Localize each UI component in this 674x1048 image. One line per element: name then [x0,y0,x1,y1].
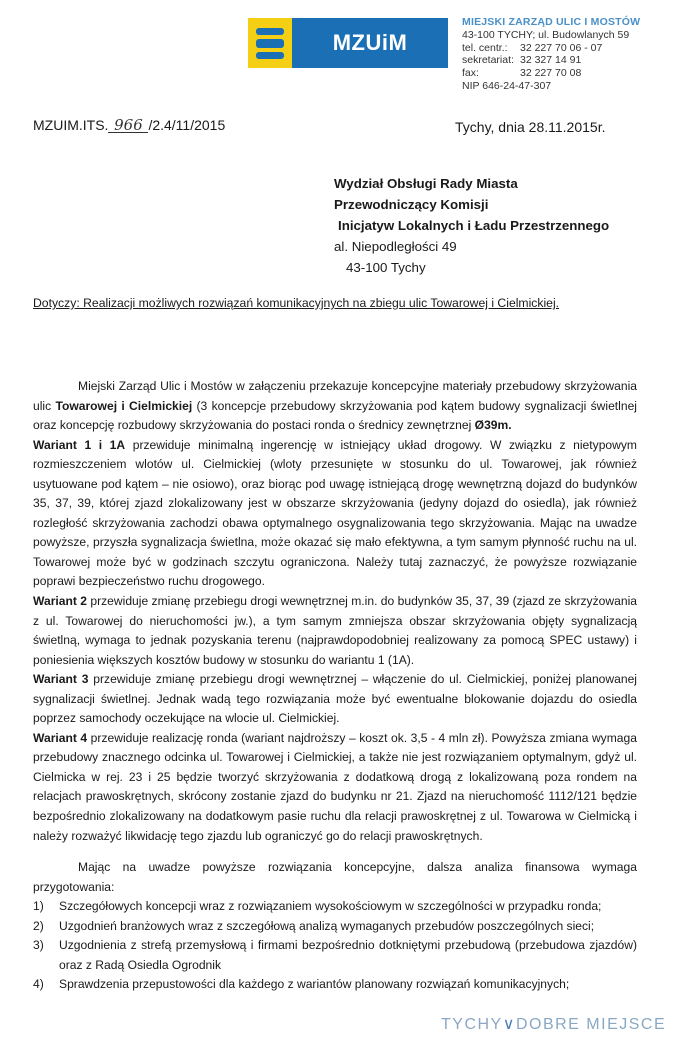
subject-line: Dotyczy: Realizacji możliwych rozwiązań komunikacyjnych na zbiegu ulic Towarowej i Cielmickiej. [33,296,560,310]
letter-date: Tychy, dnia 28.11.2015r. [455,119,606,135]
letterhead-address: 43-100 TYCHY; ul. Budowlanych 59 [462,28,630,41]
mzuim-logo [248,18,448,68]
footer-slogan: TYCHY∨DOBRE MIEJSCE [441,1016,667,1033]
letterhead [462,16,640,93]
contact-row: fax: 32 227 70 08 [462,67,582,80]
recipient-address: Wydział Obsługi Rady Miasta Przewodniczący Komisji Inicjatyw Lokalnych i Ładu Przestrzennego al. Niepodległości 49 43-100 Tychy [334,176,610,275]
letter-body [33,377,637,995]
closing-intro: Mając na uwadze powyższe rozwiązania koncepcyjne, dalsza analiza finansowa wymaga przygotowania: [33,860,637,894]
requirements-list [33,897,637,995]
intro-paragraph: Miejski Zarząd Ulic i Mostów w załączeniu przekazuje koncepcyjne materiały przebudowy skrzyżowania ulic Towarowej i Cielmickiej (3 koncepcje przebudowy skrzyżowania pod kątem budowy sygnalizacji świetlnej oraz koncepcję rozbudowy skrzyżowania do postaci ronda o średnicy zewnętrznej Ø39m. [33,379,637,433]
letterhead-org: MIEJSKI ZARZĄD ULIC I MOSTÓW [462,16,641,28]
v-mark-icon: ∨ [502,1016,516,1033]
list-item: 1) Szczegółowych koncepcji wraz z rozwiązaniem wysokościowym w szczególności w przypadku ronda; [33,899,602,914]
letterhead-nip: NIP 646-24-47-307 [462,79,552,92]
reference-number: MZUIM.ITS. 966 /2.4/11/2015 [33,116,226,134]
handwritten-number: 966 [108,118,148,133]
logo-text: MZUiM [292,18,448,68]
variant-paragraph: Wariant 3 przewiduje zmianę przebiegu drogi wewnętrznej – włączenie do ul. Cielmickiej, poniżej planowanej sygnalizacji świetlnej. Jednak wadą tego rozwiązania może być ewentualne blokowanie dojazdu do osiedla poprzez samochody oczekujące na wlocie ul. Cielmickiej. [33,672,637,726]
list-item: 4) Sprawdzenia przepustowości dla każdego z wariantów planowany rozwiązań komunikacyjnych; [33,977,570,992]
contact-row: tel. centr.: 32 227 70 06 - 07 [462,41,603,54]
variant-paragraph: Wariant 2 przewiduje zmianę przebiegu drogi wewnętrznej m.in. do budynków 35, 37, 39 (zjazd ze skrzyżowania z ul. Towarowej do nieruchomości jw.), a tym samym zmniejsza obszar skrzyżowania objęty sygnalizacją świetlną, wymaga to jednak pozyskania terenu (najprawdopodobniej realizowany za pomocą SPEC ustawy) i poniesienia większych kosztów budowy w stosunku do wariantu 1 (1A). [33,594,637,667]
contact-row: sekretariat: 32 327 14 91 [462,54,582,67]
variant-paragraph: Wariant 4 przewiduje realizację ronda (wariant najdroższy – koszt ok. 3,5 - 4 mln zł). Powyższa zmiana wymaga przebudowy znacznego odcinka ul. Towarowej i Cielmickiej, a także nie jest rozwiązaniem optymalnym, gdyż ul. Cielmicka w rej. 23 i 25 będzie tworzyć skrzyżowania z dodatkową drogą z lokalizowaną poza rondem na relacjach prawoskrętnych, skrócony zostanie zjazd do budynku nr 21. Zjazd na nieruchomość 1112/121 będzie bezpośrednio zlokalizowany na dodatkowym pasie ruchu dla relacji prawoskrętnej z ul. Towarowa w Cielmicką i należy rozważyć likwidację tego zjazdu lub ograniczyć go do relacji prawoskrętnych. [33,730,637,843]
variant-paragraph: Wariant 1 i 1A przewiduje minimalną ingerencję w istniejący układ drogowy. W związku z nietypowym rozmieszczeniem wlotów ul. Cielmickiej (wloty przesunięte w stosunku do ul. Towarowej, jak również usytuowane pod kątem – nie osiowo), oraz biorąc pod uwagę istniejącą drogę wewnętrzną dojazd do budynków 35, 37, 39, której zjazd zlokalizowany jest w obszarze skrzyżowania (jedyny dojazd do osiedla), jak również rozległość skrzyżowania zachodzi obawa optymalnego osygnalizowania tego skrzyżowania. Mając na uwadze powyższe, przyszła sygnalizacja świetlna, może okazać się mało efektywna, a tym samym płynność ruchu na ul. Towarowej może być w godzinach szczytu ograniczona. Należy tutaj zaznaczyć, że powyższe rozwiązanie poprawi bezpieczeństwo ruchu drogowego. [33,437,638,589]
logo-mark-icon [248,18,292,68]
list-item: 2) Uzgodnień branżowych wraz z szczegółową analizą wymaganych przebudów poszczególnych sieci; [33,918,595,933]
list-item: 3) Uzgodnienia z strefą przemysłową i firmami bezpośrednio dotkniętymi przebudową (przebudowa zjazdów) oraz z Radą Osiedla Ogrodnik [33,938,637,972]
